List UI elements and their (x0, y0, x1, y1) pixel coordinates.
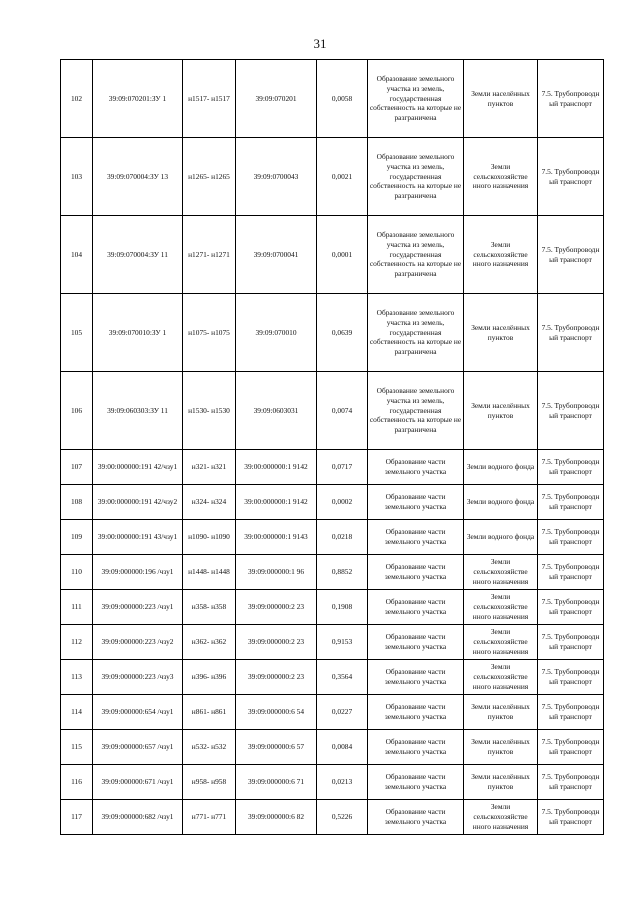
row-number-cell: 102 (61, 60, 93, 138)
row-number-cell: 104 (61, 216, 93, 294)
table-row (61, 216, 604, 294)
area-cell: 0,0717 (317, 450, 368, 485)
permitted-use-cell: 7.5. Трубопроводн ый транспорт (538, 625, 604, 660)
land-category-cell: Земли водного фонда (464, 520, 538, 555)
cadastral-plot-cell: 39:09:000000:657 /чзу1 (93, 730, 183, 765)
cadastral-plot-cell: 39:09:000000:654 /чзу1 (93, 695, 183, 730)
table-row (61, 695, 604, 730)
purpose-cell: Образование земельного участка из земель, государственная собственность на которые не разграничена (368, 138, 464, 216)
area-cell: 0,0074 (317, 372, 368, 450)
boundary-points-cell: н1265- н1265 (183, 138, 236, 216)
table-body (61, 60, 604, 835)
purpose-cell: Образование земельного участка из земель, государственная собственность на которые не разграничена (368, 372, 464, 450)
land-category-cell: Земли сельскохозяйстве нного назначения (464, 800, 538, 835)
land-category-cell: Земли сельскохозяйстве нного назначения (464, 555, 538, 590)
row-number-cell: 111 (61, 590, 93, 625)
permitted-use-cell: 7.5. Трубопроводн ый транспорт (538, 138, 604, 216)
boundary-points-cell: н396- н396 (183, 660, 236, 695)
cadastral-quarter-cell: 39:09:000000:6 57 (236, 730, 317, 765)
land-category-cell: Земли населённых пунктов (464, 695, 538, 730)
purpose-cell: Образование части земельного участка (368, 450, 464, 485)
area-cell: 0,0213 (317, 765, 368, 800)
cadastral-quarter-cell: 39:09:070010 (236, 294, 317, 372)
land-plots-table (60, 59, 604, 835)
purpose-cell: Образование части земельного участка (368, 590, 464, 625)
purpose-cell: Образование части земельного участка (368, 800, 464, 835)
permitted-use-cell: 7.5. Трубопроводн ый транспорт (538, 60, 604, 138)
area-cell: 0,0021 (317, 138, 368, 216)
purpose-cell: Образование земельного участка из земель, государственная собственность на которые не разграничена (368, 60, 464, 138)
permitted-use-cell: 7.5. Трубопроводн ый транспорт (538, 216, 604, 294)
cadastral-quarter-cell: 39:09:0700041 (236, 216, 317, 294)
row-number-cell: 106 (61, 372, 93, 450)
area-cell: 0,0001 (317, 216, 368, 294)
boundary-points-cell: н532- н532 (183, 730, 236, 765)
land-category-cell: Земли населённых пунктов (464, 294, 538, 372)
purpose-cell: Образование части земельного участка (368, 695, 464, 730)
table-row (61, 60, 604, 138)
table-row (61, 625, 604, 660)
table-row (61, 555, 604, 590)
permitted-use-cell: 7.5. Трубопроводн ый транспорт (538, 294, 604, 372)
boundary-points-cell: н324- н324 (183, 485, 236, 520)
cadastral-quarter-cell: 39:00:000000:1 9143 (236, 520, 317, 555)
row-number-cell: 110 (61, 555, 93, 590)
purpose-cell: Образование части земельного участка (368, 660, 464, 695)
area-cell: 0,3564 (317, 660, 368, 695)
row-number-cell: 114 (61, 695, 93, 730)
cadastral-quarter-cell: 39:09:000000:1 96 (236, 555, 317, 590)
permitted-use-cell: 7.5. Трубопроводн ый транспорт (538, 555, 604, 590)
purpose-cell: Образование земельного участка из земель, государственная собственность на которые не разграничена (368, 216, 464, 294)
area-cell: 0,1908 (317, 590, 368, 625)
permitted-use-cell: 7.5. Трубопроводн ый транспорт (538, 372, 604, 450)
boundary-points-cell: н1090- н1090 (183, 520, 236, 555)
purpose-cell: Образование части земельного участка (368, 520, 464, 555)
land-category-cell: Земли сельскохозяйстве нного назначения (464, 625, 538, 660)
permitted-use-cell: 7.5. Трубопроводн ый транспорт (538, 590, 604, 625)
row-number-cell: 113 (61, 660, 93, 695)
row-number-cell: 103 (61, 138, 93, 216)
row-number-cell: 108 (61, 485, 93, 520)
land-category-cell: Земли водного фонда (464, 485, 538, 520)
table-row (61, 660, 604, 695)
row-number-cell: 107 (61, 450, 93, 485)
table-row (61, 520, 604, 555)
boundary-points-cell: н358- н358 (183, 590, 236, 625)
cadastral-plot-cell: 39:09:070010:ЗУ 1 (93, 294, 183, 372)
table-row (61, 372, 604, 450)
boundary-points-cell: н1530- н1530 (183, 372, 236, 450)
boundary-points-cell: н771- н771 (183, 800, 236, 835)
cadastral-quarter-cell: 39:09:000000:6 82 (236, 800, 317, 835)
permitted-use-cell: 7.5. Трубопроводн ый транспорт (538, 800, 604, 835)
boundary-points-cell: н1075- н1075 (183, 294, 236, 372)
permitted-use-cell: 7.5. Трубопроводн ый транспорт (538, 660, 604, 695)
permitted-use-cell: 7.5. Трубопроводн ый транспорт (538, 485, 604, 520)
cadastral-plot-cell: 39:09:000000:671 /чзу1 (93, 765, 183, 800)
row-number-cell: 116 (61, 765, 93, 800)
permitted-use-cell: 7.5. Трубопроводн ый транспорт (538, 730, 604, 765)
boundary-points-cell: н958- н958 (183, 765, 236, 800)
area-cell: 0,0084 (317, 730, 368, 765)
purpose-cell: Образование части земельного участка (368, 625, 464, 660)
cadastral-plot-cell: 39:00:000000:191 43/чзу1 (93, 520, 183, 555)
table-row (61, 590, 604, 625)
area-cell: 0,0058 (317, 60, 368, 138)
cadastral-quarter-cell: 39:00:000000:1 9142 (236, 485, 317, 520)
land-category-cell: Земли сельскохозяйстве нного назначения (464, 660, 538, 695)
cadastral-quarter-cell: 39:09:000000:2 23 (236, 590, 317, 625)
table-row (61, 138, 604, 216)
cadastral-quarter-cell: 39:09:000000:2 23 (236, 625, 317, 660)
purpose-cell: Образование части земельного участка (368, 730, 464, 765)
table-row (61, 450, 604, 485)
boundary-points-cell: н861- н861 (183, 695, 236, 730)
land-category-cell: Земли сельскохозяйстве нного назначения (464, 138, 538, 216)
land-category-cell: Земли сельскохозяйстве нного назначения (464, 590, 538, 625)
cadastral-quarter-cell: 39:09:000000:2 23 (236, 660, 317, 695)
table-row (61, 800, 604, 835)
cadastral-quarter-cell: 39:09:000000:6 54 (236, 695, 317, 730)
permitted-use-cell: 7.5. Трубопроводн ый транспорт (538, 520, 604, 555)
permitted-use-cell: 7.5. Трубопроводн ый транспорт (538, 450, 604, 485)
cadastral-plot-cell: 39:09:070201:ЗУ 1 (93, 60, 183, 138)
purpose-cell: Образование части земельного участка (368, 485, 464, 520)
purpose-cell: Образование части земельного участка (368, 765, 464, 800)
cadastral-plot-cell: 39:00:000000:191 42/чзу1 (93, 450, 183, 485)
cadastral-plot-cell: 39:09:070004:ЗУ 13 (93, 138, 183, 216)
purpose-cell: Образование части земельного участка (368, 555, 464, 590)
cadastral-plot-cell: 39:09:000000:223 /чзу2 (93, 625, 183, 660)
row-number-cell: 117 (61, 800, 93, 835)
cadastral-plot-cell: 39:09:000000:682 /чзу1 (93, 800, 183, 835)
area-cell: 0,0218 (317, 520, 368, 555)
table-row (61, 485, 604, 520)
table-row (61, 765, 604, 800)
boundary-points-cell: н321- н321 (183, 450, 236, 485)
row-number-cell: 115 (61, 730, 93, 765)
area-cell: 0,5226 (317, 800, 368, 835)
boundary-points-cell: н1448- н1448 (183, 555, 236, 590)
cadastral-plot-cell: 39:09:000000:196 /чзу1 (93, 555, 183, 590)
area-cell: 0,0639 (317, 294, 368, 372)
table-row (61, 294, 604, 372)
area-cell: 0,0227 (317, 695, 368, 730)
table-row (61, 730, 604, 765)
land-category-cell: Земли населённых пунктов (464, 730, 538, 765)
purpose-cell: Образование земельного участка из земель, государственная собственность на которые не разграничена (368, 294, 464, 372)
cadastral-quarter-cell: 39:09:0700043 (236, 138, 317, 216)
cadastral-quarter-cell: 39:09:0603031 (236, 372, 317, 450)
boundary-points-cell: н1517- н1517 (183, 60, 236, 138)
land-category-cell: Земли водного фонда (464, 450, 538, 485)
cadastral-plot-cell: 39:09:000000:223 /чзу1 (93, 590, 183, 625)
cadastral-plot-cell: 39:09:000000:223 /чзу3 (93, 660, 183, 695)
land-category-cell: Земли населённых пунктов (464, 765, 538, 800)
permitted-use-cell: 7.5. Трубопроводн ый транспорт (538, 695, 604, 730)
row-number-cell: 109 (61, 520, 93, 555)
cadastral-quarter-cell: 39:00:000000:1 9142 (236, 450, 317, 485)
row-number-cell: 112 (61, 625, 93, 660)
row-number-cell: 105 (61, 294, 93, 372)
cadastral-quarter-cell: 39:09:070201 (236, 60, 317, 138)
area-cell: 0,0002 (317, 485, 368, 520)
cadastral-plot-cell: 39:00:000000:191 42/чзу2 (93, 485, 183, 520)
boundary-points-cell: н1271- н1271 (183, 216, 236, 294)
land-category-cell: Земли сельскохозяйстве нного назначения (464, 216, 538, 294)
cadastral-plot-cell: 39:09:060303:ЗУ 11 (93, 372, 183, 450)
land-category-cell: Земли населённых пунктов (464, 60, 538, 138)
area-cell: 0,8852 (317, 555, 368, 590)
cadastral-quarter-cell: 39:09:000000:6 71 (236, 765, 317, 800)
area-cell: 0,9153 (317, 625, 368, 660)
page-number: 31 (313, 36, 327, 51)
permitted-use-cell: 7.5. Трубопроводн ый транспорт (538, 765, 604, 800)
cadastral-plot-cell: 39:09:070004:ЗУ 11 (93, 216, 183, 294)
boundary-points-cell: н362- н362 (183, 625, 236, 660)
land-category-cell: Земли населённых пунктов (464, 372, 538, 450)
